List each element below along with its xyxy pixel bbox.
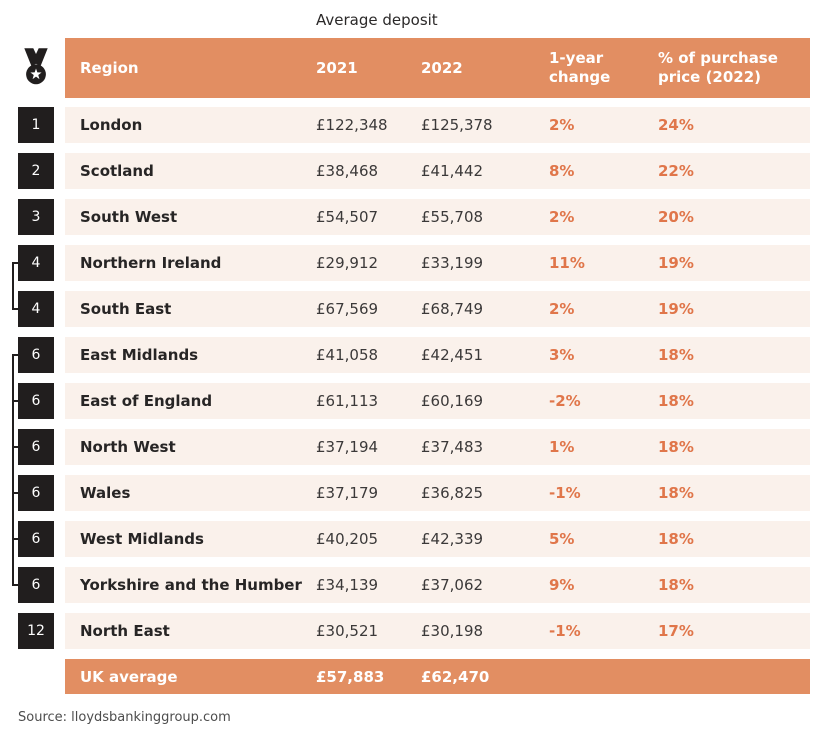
value-2021-cell: £40,205: [316, 530, 379, 548]
pct-of-purchase-price-cell: 22%: [658, 162, 694, 180]
region-cell: East of England: [80, 392, 213, 410]
header-cell-region: Region: [80, 58, 139, 77]
medal-icon: [18, 47, 54, 89]
table-row: [18, 521, 810, 557]
rank-badge: 6: [18, 383, 54, 419]
pct-of-purchase-price-cell: 18%: [658, 392, 694, 410]
region-cell: Yorkshire and the Humber: [80, 576, 302, 594]
table-body: [18, 107, 810, 649]
value-2022-cell: £42,339: [421, 530, 484, 548]
row-card: [65, 429, 810, 465]
region-cell: West Midlands: [80, 530, 204, 548]
rank-tie-bracket-4: [12, 262, 18, 310]
one-year-change-cell: -2%: [549, 392, 581, 410]
row-card: [65, 107, 810, 143]
one-year-change-cell: 8%: [549, 162, 575, 180]
table-row: [18, 429, 810, 465]
pct-of-purchase-price-cell: 18%: [658, 484, 694, 502]
rank-badge: 6: [18, 521, 54, 557]
value-2021-cell: £38,468: [316, 162, 379, 180]
footer-2021-value: £57,883: [316, 667, 385, 686]
row-card: [65, 199, 810, 235]
pct-of-purchase-price-cell: 17%: [658, 622, 694, 640]
region-cell: Wales: [80, 484, 131, 502]
row-card: [65, 475, 810, 511]
pct-of-purchase-price-cell: 19%: [658, 300, 694, 318]
one-year-change-cell: 3%: [549, 346, 575, 364]
value-2022-cell: £30,198: [421, 622, 484, 640]
region-cell: London: [80, 116, 143, 134]
one-year-change-cell: 2%: [549, 300, 575, 318]
header-cell-2021: 2021: [316, 58, 358, 77]
region-cell: Scotland: [80, 162, 154, 180]
pct-of-purchase-price-cell: 18%: [658, 576, 694, 594]
pct-of-purchase-price-cell: 24%: [658, 116, 694, 134]
table-row: [18, 383, 810, 419]
region-cell: South West: [80, 208, 178, 226]
row-card: [65, 613, 810, 649]
row-card: [65, 521, 810, 557]
table-row: [18, 337, 810, 373]
table-row: [18, 567, 810, 603]
region-cell: North West: [80, 438, 176, 456]
region-cell: North East: [80, 622, 170, 640]
rank-badge: 2: [18, 153, 54, 189]
rank-badge: 12: [18, 613, 54, 649]
table-footer-row: [18, 659, 810, 694]
rank-badge: 6: [18, 475, 54, 511]
table-row: [18, 475, 810, 511]
row-card: [65, 337, 810, 373]
one-year-change-cell: 1%: [549, 438, 575, 456]
rank-tie-bracket-6-stub: [12, 446, 18, 448]
source-credit: Source: lloydsbankinggroup.com: [18, 710, 231, 725]
pct-of-purchase-price-cell: 18%: [658, 530, 694, 548]
rank-badge: 6: [18, 567, 54, 603]
value-2022-cell: £41,442: [421, 162, 484, 180]
value-2022-cell: £60,169: [421, 392, 484, 410]
rank-tie-bracket-6-stub: [12, 538, 18, 540]
row-card: [65, 245, 810, 281]
table-row: [18, 613, 810, 649]
header-cell-1-year-change: 1-year change: [549, 49, 611, 86]
value-2022-cell: £37,483: [421, 438, 484, 456]
rank-column-header: [18, 38, 54, 98]
footer-rank-spacer: [18, 659, 54, 694]
pct-of-purchase-price-cell: 18%: [658, 346, 694, 364]
one-year-change-cell: 2%: [549, 116, 575, 134]
header-cell-2022: 2022: [421, 58, 463, 77]
header-card: [65, 38, 810, 98]
region-cell: South East: [80, 300, 172, 318]
average-deposit-table: [18, 38, 810, 694]
one-year-change-cell: 5%: [549, 530, 575, 548]
value-2021-cell: £29,912: [316, 254, 379, 272]
value-2022-cell: £42,451: [421, 346, 484, 364]
rank-badge: 6: [18, 429, 54, 465]
value-2021-cell: £54,507: [316, 208, 379, 226]
value-2022-cell: £37,062: [421, 576, 484, 594]
footer-2022-value: £62,470: [421, 667, 490, 686]
value-2021-cell: £41,058: [316, 346, 379, 364]
rank-badge: 4: [18, 245, 54, 281]
one-year-change-cell: 11%: [549, 254, 585, 272]
value-2021-cell: £122,348: [316, 116, 388, 134]
table-row: [18, 153, 810, 189]
value-2021-cell: £30,521: [316, 622, 379, 640]
value-2022-cell: £55,708: [421, 208, 484, 226]
value-2022-cell: £36,825: [421, 484, 484, 502]
pct-of-purchase-price-cell: 19%: [658, 254, 694, 272]
rank-badge: 6: [18, 337, 54, 373]
rank-tie-bracket-6-stub: [12, 492, 18, 494]
row-card: [65, 291, 810, 327]
rank-badge: 1: [18, 107, 54, 143]
table-row: [18, 291, 810, 327]
value-2022-cell: £33,199: [421, 254, 484, 272]
region-cell: East Midlands: [80, 346, 199, 364]
row-card: [65, 567, 810, 603]
value-2021-cell: £37,179: [316, 484, 379, 502]
one-year-change-cell: -1%: [549, 622, 581, 640]
rank-badge: 3: [18, 199, 54, 235]
value-2022-cell: £125,378: [421, 116, 493, 134]
table-row: [18, 199, 810, 235]
rank-badge: 4: [18, 291, 54, 327]
value-2021-cell: £67,569: [316, 300, 379, 318]
footer-card: [65, 659, 810, 694]
table-row: [18, 107, 810, 143]
value-2022-cell: £68,749: [421, 300, 484, 318]
chart-title: Average deposit: [316, 11, 438, 29]
value-2021-cell: £37,194: [316, 438, 379, 456]
pct-of-purchase-price-cell: 18%: [658, 438, 694, 456]
row-card: [65, 383, 810, 419]
row-card: [65, 153, 810, 189]
rank-tie-bracket-6: [12, 354, 18, 586]
table-row: [18, 245, 810, 281]
region-cell: Northern Ireland: [80, 254, 222, 272]
header-cell-pct-of-purchase-price: % of purchase price (2022): [658, 49, 778, 86]
table-header-row: [18, 38, 810, 98]
footer-label: UK average: [80, 667, 178, 686]
pct-of-purchase-price-cell: 20%: [658, 208, 694, 226]
one-year-change-cell: -1%: [549, 484, 581, 502]
one-year-change-cell: 2%: [549, 208, 575, 226]
value-2021-cell: £34,139: [316, 576, 379, 594]
one-year-change-cell: 9%: [549, 576, 575, 594]
rank-tie-bracket-6-stub: [12, 400, 18, 402]
value-2021-cell: £61,113: [316, 392, 379, 410]
